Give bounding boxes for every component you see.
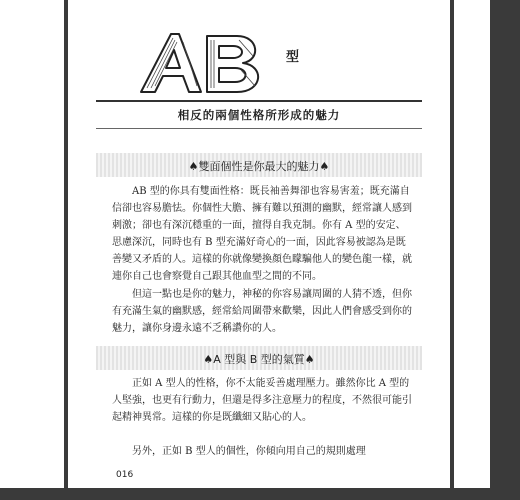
body-paragraph: 但這一點也是你的魅力，神秘的你容易讓周圍的人猜不透，但你有充滿生氣的幽默感，經常給周圍帶來歡樂，因此人們會感受到你的魅力，讓你身邊永遠不乏稱讚你的人。 bbox=[112, 289, 412, 334]
type-label: 型 bbox=[286, 50, 300, 65]
header-rule-top bbox=[96, 100, 422, 102]
section-title: ♠雙面個性是你最大的魅力♠ bbox=[188, 160, 330, 173]
body-paragraph: 另外，正如 B 型人的個性，你傾向用自己的規則處理 bbox=[132, 446, 366, 457]
body-paragraph: 正如 A 型人的性格，你不太能妥善處理壓力。雖然你比 A 型的人堅強，也更有行動力，但還是得多注意壓力的程度，不然很可能引起精神異常。這樣的你是既纖細又貼心的人。 bbox=[112, 378, 412, 423]
page-edge-shadow bbox=[490, 0, 520, 500]
ab-logo-graphic bbox=[133, 28, 283, 98]
header-rule-bottom bbox=[96, 128, 422, 129]
page-subtitle: 相反的兩個性格所形成的魅力 bbox=[177, 108, 341, 122]
body-paragraph: AB 型的你具有雙面性格：既長袖善舞卻也容易害羞；既充滿自信卻也容易膽怯。你個性大膽、擁有難以預測的幽默，經常讓人感到刺激；卻也有深沉穩重的一面，擅得自我克制。你有 A 型的安定、思慮深沉，同時也有 B 型充滿好奇心的一面，因此容易被認為是既善變又矛盾的人。這樣的你就像變換顏色矇騙他人的變色龍一樣，就連你自己也會察覺自己跟其他血型之間的不同。 bbox=[112, 186, 412, 282]
section-title: ♠A 型與 B 型的氣質♠ bbox=[203, 353, 315, 366]
ab-logo bbox=[133, 28, 283, 98]
page-number: 016 bbox=[116, 470, 134, 480]
page-bottom-edge bbox=[0, 488, 520, 500]
